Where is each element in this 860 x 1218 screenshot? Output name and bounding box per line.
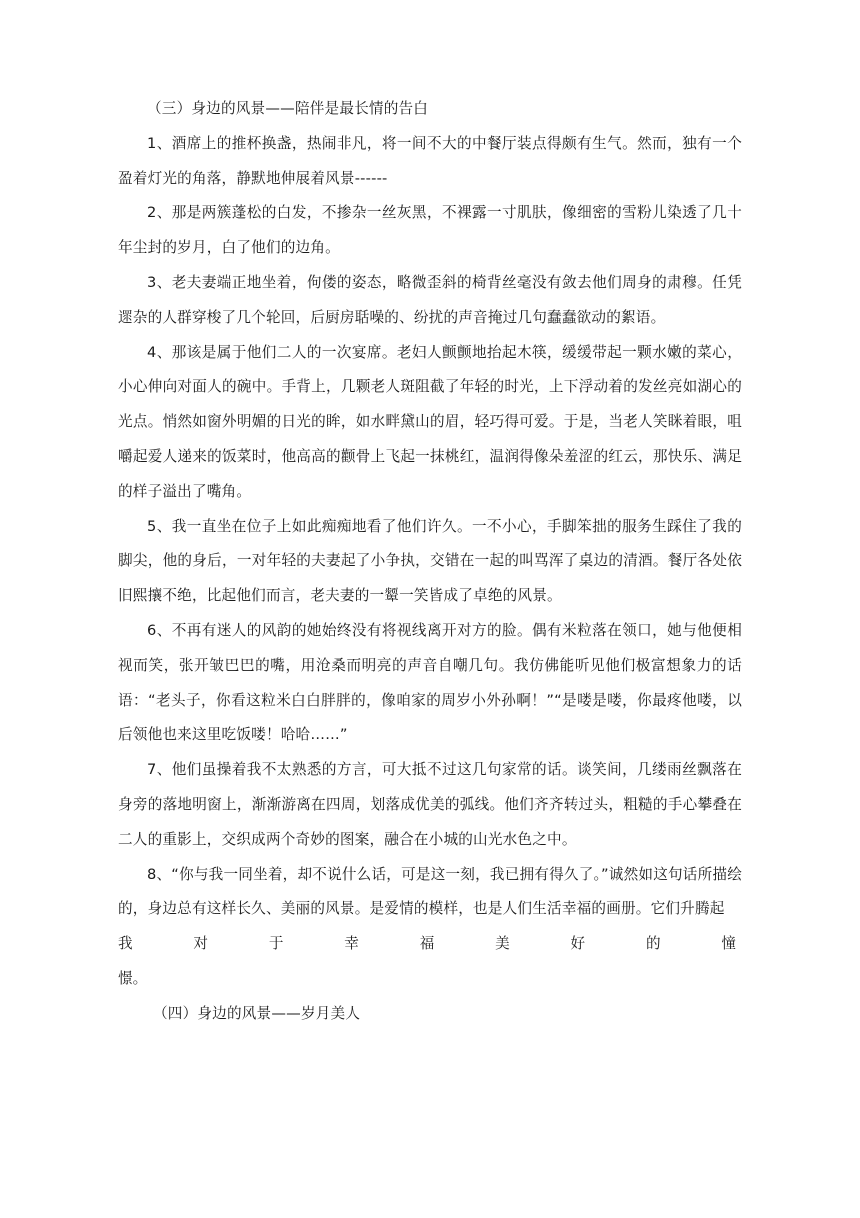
spread-char: 幸	[344, 935, 359, 953]
paragraph-2: 2、那是两簇蓬松的白发，不掺杂一丝灰黑，不裸露一寸肌肤，像细密的雪粉儿染透了几十年尘封的岁月，白了他们的边角。	[118, 204, 742, 257]
paragraph-6: 6、不再有迷人的风韵的她始终没有将视线离开对方的脸。偶有米粒落在领口，她与他便相视而笑，张开皱巴巴的嘴，用沧桑而明亮的声音自嘲几句。我仿佛能听见他们极富想象力的话语：“老头子，你看这粒米白白胖胖的，像咱家的周岁小外孙啊！”“是喽是喽，你最疼他喽，以后领他也来这里吃饭喽！哈哈……”	[118, 621, 742, 744]
paragraph-8-spread-line	[118, 927, 742, 962]
paragraph-3: 3、老夫妻端正地坐着，佝偻的姿态，略微歪斜的椅背丝毫没有敛去他们周身的肃穆。任凭遝杂的人群穿梭了几个轮回，后厨房聒噪的、纷扰的声音掩过几句蠢蠢欲动的絮语。	[118, 273, 742, 326]
spread-char: 于	[268, 935, 284, 953]
spread-char: 美	[495, 935, 510, 953]
paragraph-8-tail: 憬。	[118, 969, 148, 987]
section-3-heading: （三）身边的风景——陪伴是最长情的告白	[147, 100, 429, 117]
spread-char: 对	[193, 935, 209, 953]
paragraph-5: 5、我一直坐在位子上如此痴痴地看了他们许久。一不小心，手脚笨拙的服务生踩住了我的脚尖，他的身后，一对年轻的夫妻起了小争执，交错在一起的叫骂浑了桌边的清酒。餐厅各处依旧熙攘不绝，比起他们而言，老夫妻的一颦一笑皆成了卓绝的风景。	[118, 517, 742, 605]
spread-char: 福	[419, 935, 435, 953]
paragraph-8: 8、“你与我一同坐着，却不说什么话，可是这一刻，我已拥有得久了。”诚然如这句话所描绘的，身边总有这样长久、美丽的风景。是爱情的模样，也是人们生活幸福的画册。它们升腾起	[118, 865, 742, 918]
paragraph-4: 4、那该是属于他们二人的一次宴席。老妇人颤颤地抬起木筷，缓缓带起一颗水嫩的菜心，小心伸向对面人的碗中。手背上，几颗老人斑阻截了年轻的时光，上下浮动着的发丝亮如湖心的光点。悄然如窗外明媚的日光的眸，如水畔黛山的眉，轻巧得可爱。于是，当老人笑眯着眼，咀嚼起爱人递来的饭菜时，他高高的颧骨上飞起一抹桃红，温润得像朵羞涩的红云，那快乐、满足的样子溢出了嘴角。	[118, 343, 742, 500]
spread-char: 的	[645, 935, 661, 953]
spread-char: 好	[570, 935, 586, 953]
spread-char: 憧	[721, 935, 736, 953]
document-page	[118, 92, 742, 1032]
paragraph-7: 7、他们虽操着我不太熟悉的方言，可大抵不过这几句家常的话。谈笑间，几缕雨丝飘落在身旁的落地明窗上，渐渐游离在四周，划落成优美的弧线。他们齐齐转过头，粗糙的手心攀叠在二人的重影上，交织成两个奇妙的图案，融合在小城的山光水色之中。	[118, 761, 742, 848]
paragraph-1: 1、酒席上的推杯换盏，热闹非凡，将一间不大的中餐厅装点得颇有生气。然而，独有一个盈着灯光的角落，静默地伸展着风景------	[118, 134, 742, 187]
section-4-heading: （四）身边的风景——岁月美人	[153, 1004, 361, 1022]
spread-char: 我	[118, 935, 133, 953]
